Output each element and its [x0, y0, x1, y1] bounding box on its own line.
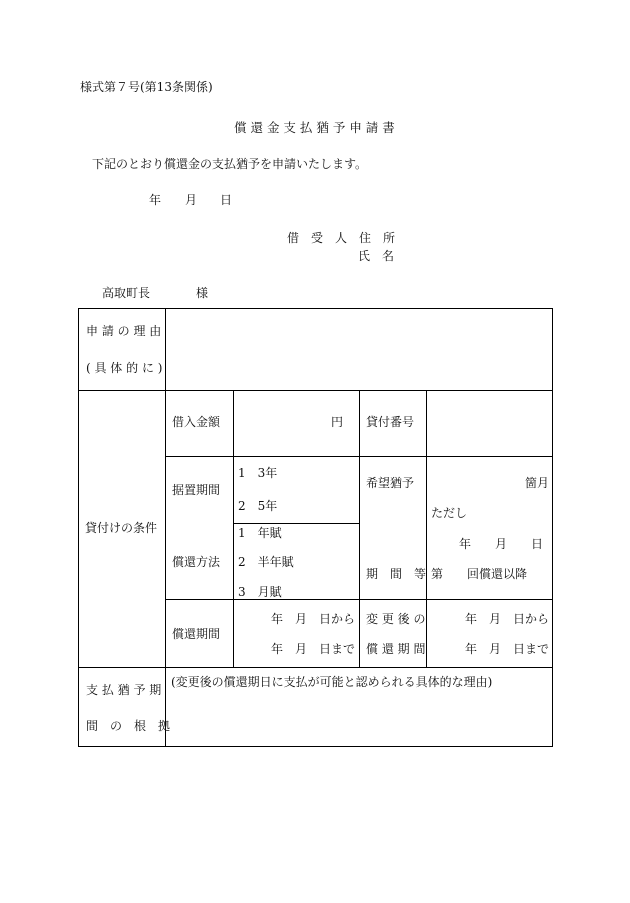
repayment-period-to[interactable]: 年 月 日まで: [271, 642, 356, 656]
changed-period-from[interactable]: 年 月 日から: [465, 612, 550, 626]
method-option-3[interactable]: 3 月賦: [238, 585, 282, 599]
table-rule: [426, 390, 427, 667]
deferment-period-label: 据置期間: [172, 483, 221, 497]
reason-label: 申 請 の 理 由: [86, 324, 162, 338]
loan-conditions-label: 貸付けの条件: [85, 521, 158, 535]
changed-period-label-2: 償 還 期 間: [366, 642, 426, 656]
months-unit: 箇月: [525, 476, 550, 490]
yen-unit: 円: [331, 415, 344, 429]
reason-label-note: ( 具 体 的 に ): [86, 361, 163, 375]
repayment-period-label: 償還期間: [172, 627, 221, 641]
table-rule: [233, 523, 359, 524]
from-installment[interactable]: 第 回償還以降: [431, 567, 528, 581]
table-rule: [233, 390, 234, 667]
table-rule: [359, 390, 360, 667]
table-rule: [79, 667, 552, 668]
deferment-option-2[interactable]: 2 5年: [238, 499, 278, 513]
changed-period-label: 変 更 後 の: [366, 612, 426, 626]
addressee-title: 高取町長: [102, 286, 151, 300]
basis-field[interactable]: [167, 693, 550, 743]
date-year-label: 年: [149, 193, 162, 207]
loan-number-label: 貸付番号: [366, 415, 415, 429]
applicant-name-label: 氏 名: [358, 249, 395, 263]
method-option-2[interactable]: 2 半年賦: [238, 555, 294, 569]
applicant-address-label: 借 受 人 住 所: [287, 231, 396, 245]
application-form-table: [78, 308, 553, 747]
table-rule: [165, 309, 166, 746]
basis-label-2: 間 の 根 拠: [86, 719, 171, 733]
loan-amount-label: 借入金額: [172, 415, 221, 429]
period-etc-label: 期 間 等: [366, 567, 427, 581]
deferment-option-1[interactable]: 1 3年: [238, 466, 278, 480]
loan-number-field[interactable]: [428, 392, 550, 454]
method-option-1[interactable]: 1 年賦: [238, 526, 282, 540]
intro-text: 下記のとおり償還金の支払猶予を申請いたします。: [92, 157, 368, 171]
form-number: 様式第７号(第13条関係): [80, 80, 213, 94]
date-month-label: 月: [185, 193, 198, 207]
table-rule: [79, 390, 552, 391]
changed-period-to[interactable]: 年 月 日まで: [465, 642, 550, 656]
proviso-date[interactable]: 年 月 日: [459, 537, 544, 551]
document-title: 償 還 金 支 払 猶 予 申 請 書: [234, 120, 395, 135]
addressee-honorific: 様: [196, 286, 209, 300]
repayment-method-label: 償還方法: [172, 555, 221, 569]
proviso-label: ただし: [431, 506, 468, 520]
basis-note: (変更後の償還期日に支払が可能と認められる具体的な理由): [171, 675, 493, 689]
reason-field[interactable]: [167, 311, 550, 387]
desired-deferment-label: 希望猶予: [366, 476, 415, 490]
date-day-label: 日: [220, 193, 233, 207]
basis-label: 支 払 猶 予 期: [86, 683, 162, 697]
repayment-period-from[interactable]: 年 月 日から: [271, 612, 356, 626]
